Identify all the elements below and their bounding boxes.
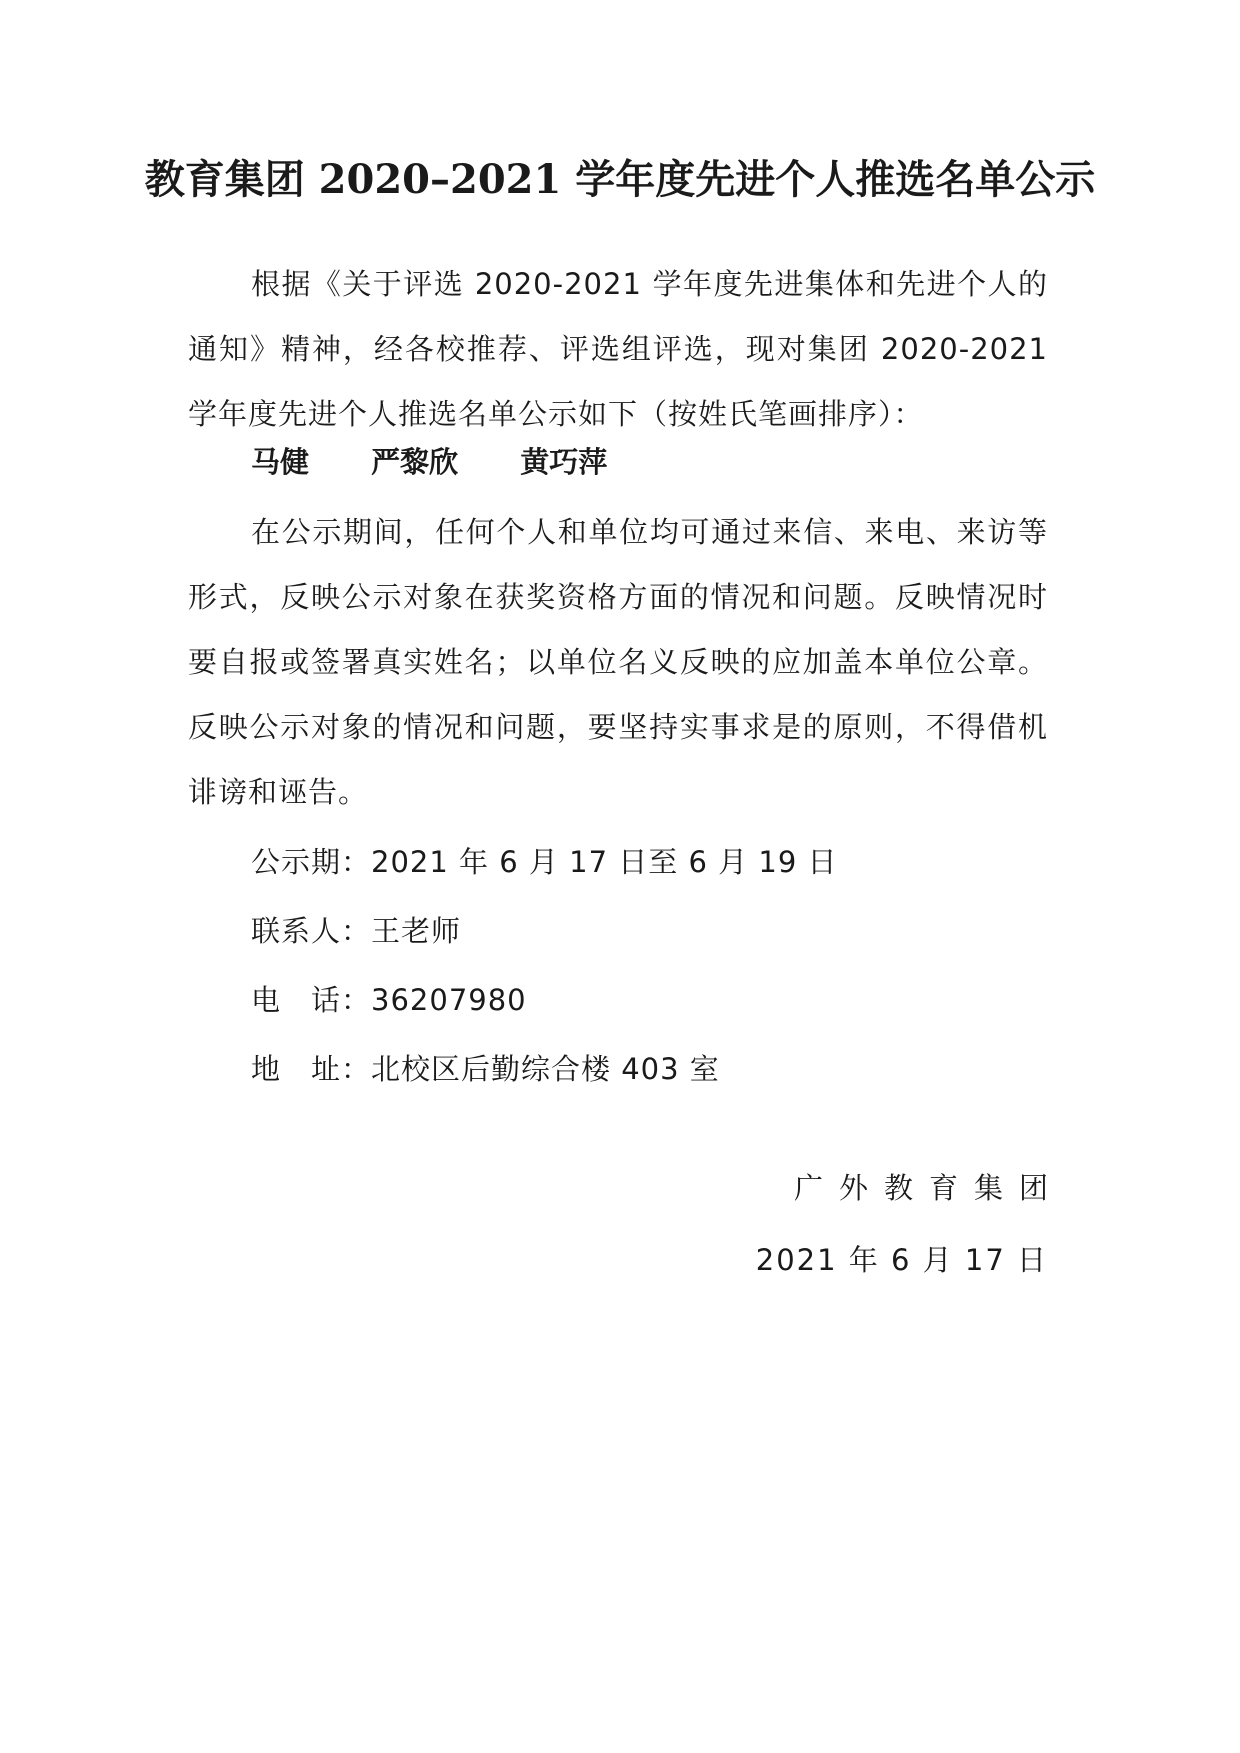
signature-date: 2021 年 6 月 17 日 (755, 1243, 1048, 1277)
nominee-names (251, 442, 659, 482)
nominee-name: 黄巧萍 (520, 445, 608, 479)
nominee-name: 严黎欣 (371, 445, 459, 479)
phone-label: 电 话： (251, 983, 372, 1017)
address-value: 北校区后勤综合楼 403 室 (371, 1052, 720, 1086)
contact-phone (251, 980, 527, 1020)
intro-paragraph: 根据《关于评选 2020-2021 学年度先进集体和先进个人的通知》精神，经各校推荐、评选组评选，现对集团 2020-2021 学年度先进个人推选名单公示如下（按姓氏笔画排序）： (188, 267, 1048, 431)
publicity-period (251, 842, 838, 882)
contact-label: 联系人： (251, 914, 372, 948)
contact-address (251, 1049, 720, 1089)
phone-value: 36207980 (371, 983, 527, 1017)
notice-paragraph: 在公示期间，任何个人和单位均可通过来信、来电、来访等形式，反映公示对象在获奖资格方面的情况和问题。反映情况时要自报或签署真实姓名；以单位名义反映的应加盖本单位公章。反映公示对象的情况和问题，要坚持实事求是的原则，不得借机诽谤和诬告。 (188, 515, 1048, 809)
period-label: 公示期： (251, 845, 372, 879)
document-title: 教育集团 2020–2021 学年度先进个人推选名单公示 (144, 156, 1096, 203)
signature-organization: 广外教育集团 (793, 1171, 1064, 1205)
contact-value: 王老师 (371, 914, 462, 948)
contact-person (251, 911, 461, 951)
period-value: 2021 年 6 月 17 日至 6 月 19 日 (371, 845, 838, 879)
address-label: 地 址： (251, 1052, 372, 1086)
nominee-name: 马健 (251, 445, 310, 479)
